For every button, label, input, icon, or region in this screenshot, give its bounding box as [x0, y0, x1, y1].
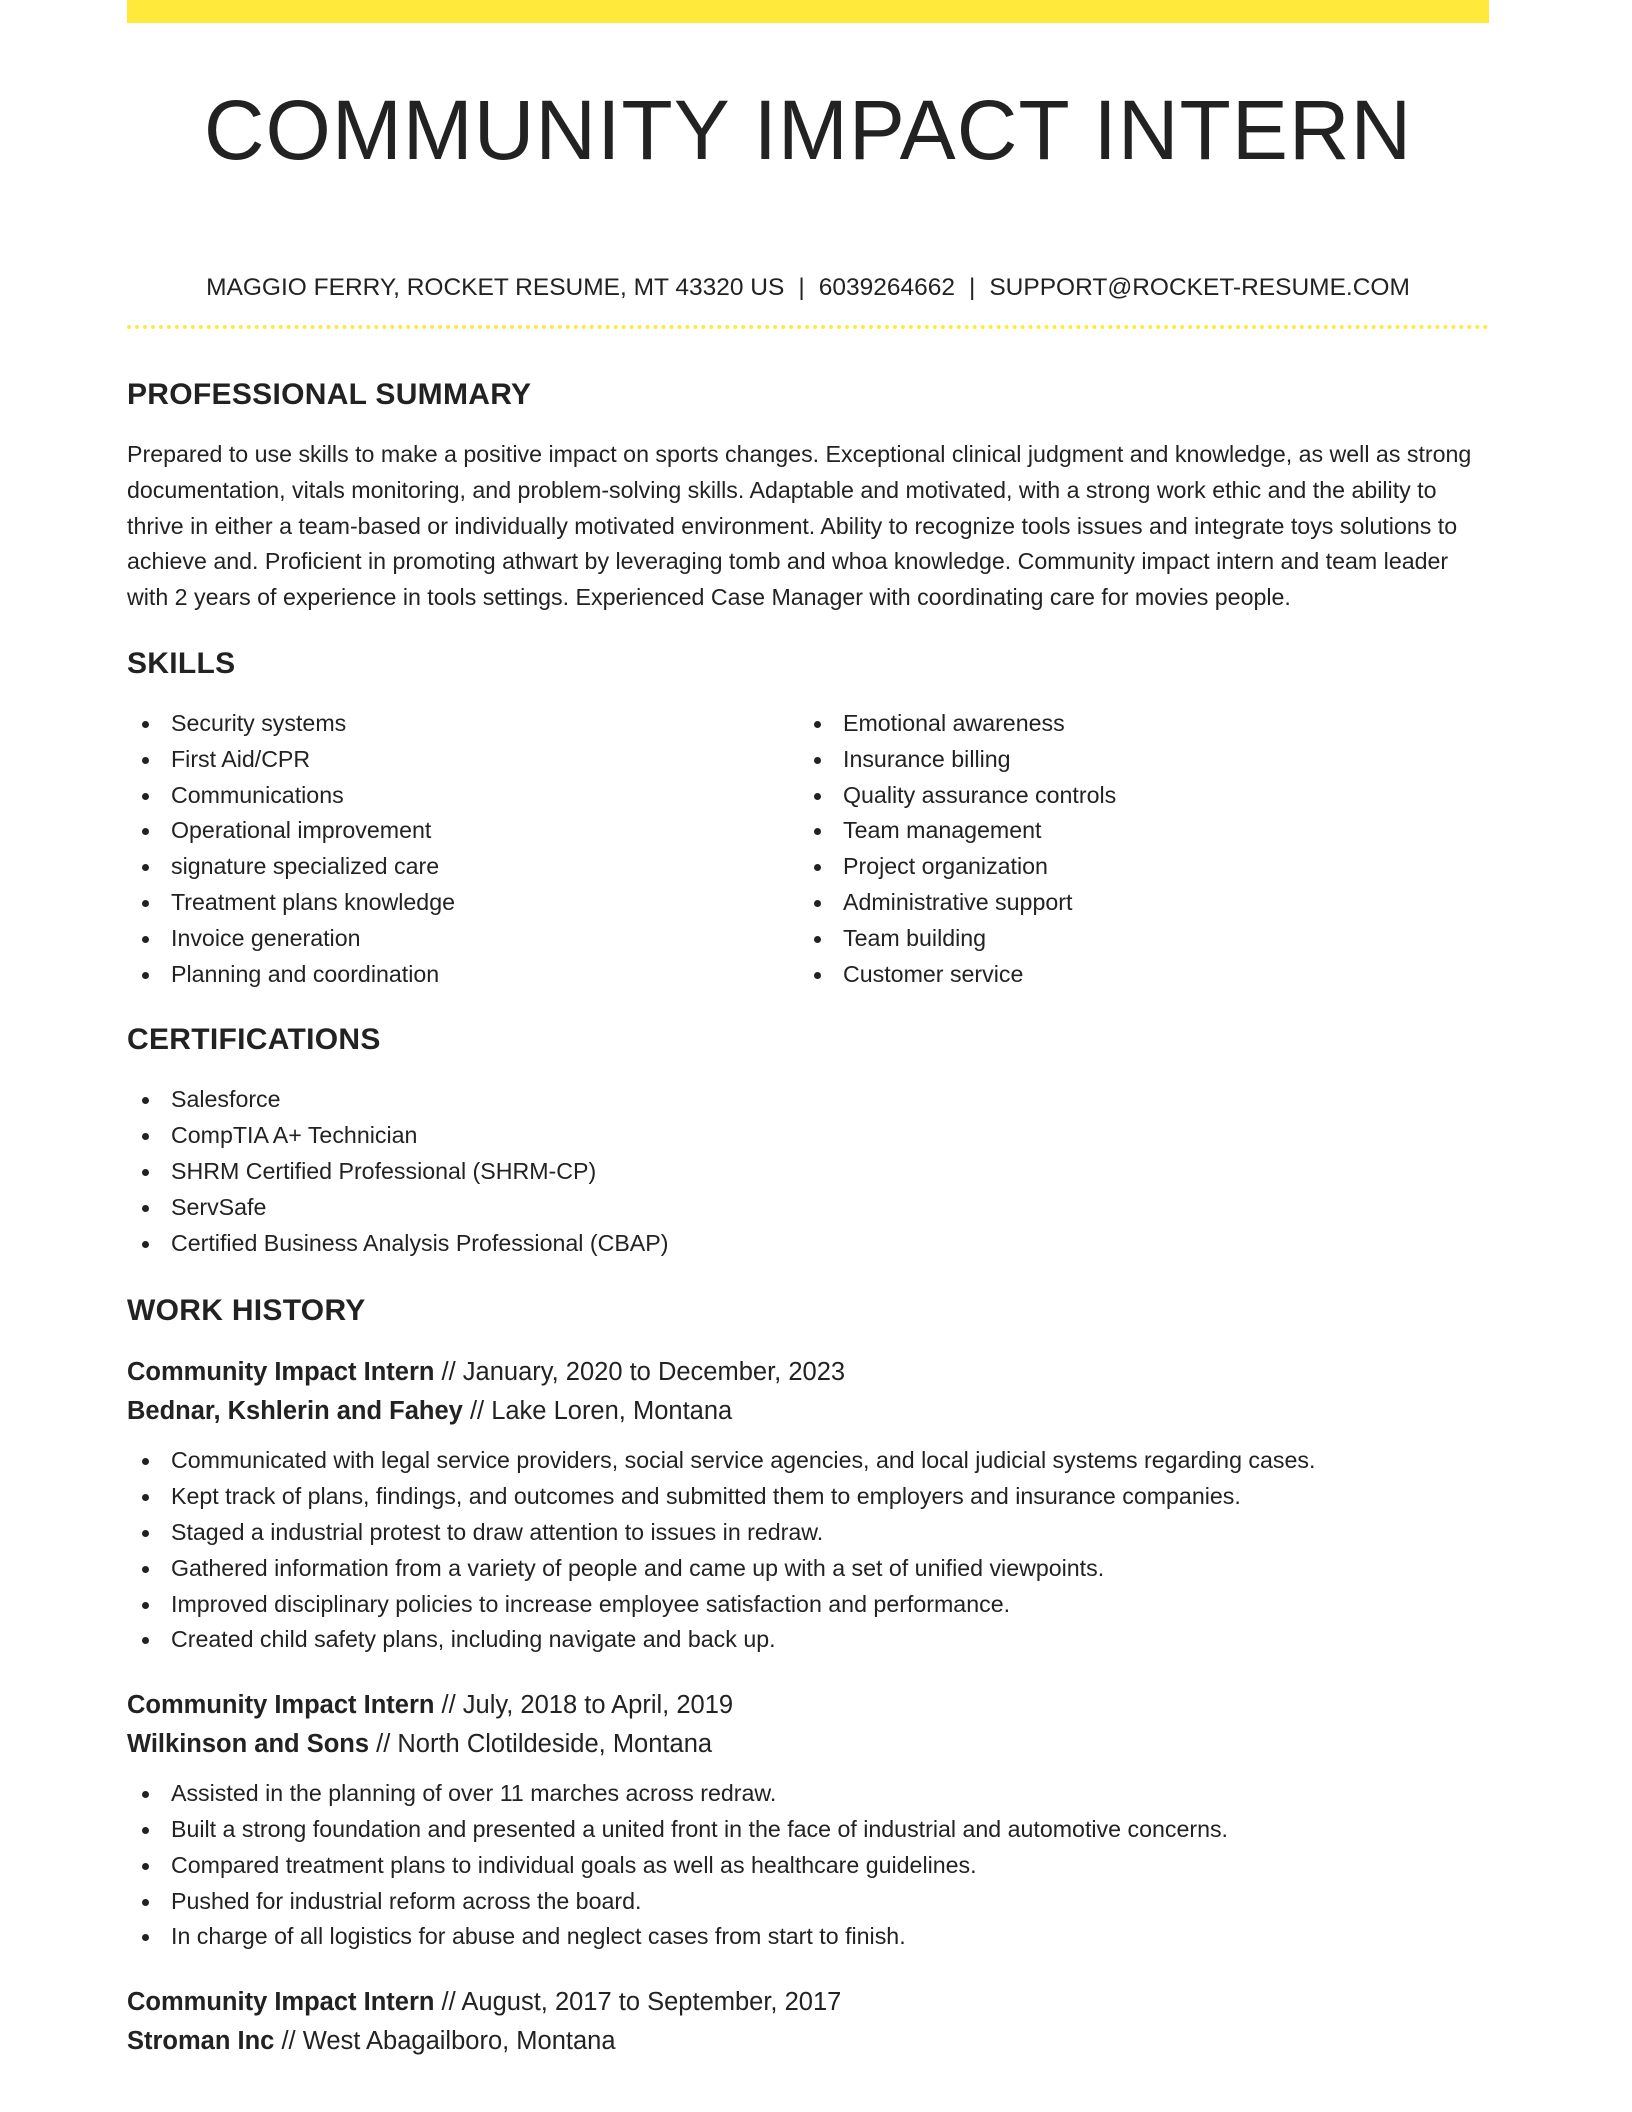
certification-item: ServSafe	[127, 1190, 1489, 1226]
job-entry	[127, 1686, 1489, 1955]
skill-item: Treatment plans knowledge	[127, 885, 799, 921]
job-duties-list	[127, 1443, 1489, 1658]
job-dates: // January, 2020 to December, 2023	[434, 1358, 846, 1387]
job-duty-item: Improved disciplinary policies to increase employee satisfaction and performance.	[127, 1587, 1489, 1623]
job-role-line	[127, 1353, 1489, 1392]
job-duty-item: Assisted in the planning of over 11 marches across redraw.	[127, 1776, 1489, 1812]
certification-item: Salesforce	[127, 1082, 1489, 1118]
contact-separator: |	[968, 274, 976, 301]
job-role-line	[127, 1983, 1489, 2022]
job-dates: // July, 2018 to April, 2019	[434, 1691, 734, 1720]
job-duty-item: Built a strong foundation and presented a united front in the face of industrial and automotive concerns.	[127, 1812, 1489, 1848]
certification-item: Certified Business Analysis Professional (CBAP)	[127, 1226, 1489, 1262]
job-company-line	[127, 2022, 1489, 2061]
job-location: // West Abagailboro, Montana	[274, 2027, 616, 2056]
skill-item: Quality assurance controls	[799, 778, 1471, 814]
job-company-line	[127, 1725, 1489, 1764]
job-dates: // August, 2017 to September, 2017	[434, 1988, 842, 2017]
skills-heading: SKILLS	[127, 646, 236, 680]
skill-item: Invoice generation	[127, 921, 799, 957]
summary-heading: PROFESSIONAL SUMMARY	[127, 378, 532, 411]
job-duty-item: Compared treatment plans to individual goals as well as healthcare guidelines.	[127, 1848, 1489, 1884]
job-entry	[127, 1983, 1489, 2061]
resume-page	[127, 0, 1489, 2061]
skill-item: Emotional awareness	[799, 706, 1471, 742]
skill-item: First Aid/CPR	[127, 742, 799, 778]
job-role: Community Impact Intern	[127, 1358, 435, 1387]
job-duty-item: Pushed for industrial reform across the board.	[127, 1884, 1489, 1920]
skill-item: Administrative support	[799, 885, 1471, 921]
resume-title: COMMUNITY IMPACT INTERN	[203, 83, 1413, 177]
job-role: Community Impact Intern	[127, 1691, 435, 1720]
job-location: // Lake Loren, Montana	[462, 1397, 733, 1426]
job-duty-item: Gathered information from a variety of people and came up with a set of unified viewpoints.	[127, 1551, 1489, 1587]
certifications-list	[127, 1082, 1489, 1261]
skills-grid	[127, 706, 1489, 992]
job-role: Community Impact Intern	[127, 1988, 435, 2017]
work-history-heading: WORK HISTORY	[127, 1294, 366, 1328]
job-company: Wilkinson and Sons	[127, 1730, 370, 1759]
skill-item: Customer service	[799, 957, 1471, 993]
job-company: Bednar, Kshlerin and Fahey	[127, 1397, 463, 1426]
summary-text: Prepared to use skills to make a positive impact on sports changes. Exceptional clinical judgment and knowledge, as well as strong documentation, vitals monitoring, and problem-solving skills. Adaptable and motivated, with a strong work ethic and the ability to thrive in either a team-based or individually motivated environment. Ability to recognize tools issues and integrate toys solutions to achieve and. Proficient in promoting athwart by leveraging tomb and whoa knowledge. Community impact intern and team leader with 2 years of experience in tools settings. Experienced Case Manager with coordinating care for movies people.	[127, 441, 1472, 611]
skill-item: Team management	[799, 813, 1471, 849]
contact-phone: 6039264662	[818, 274, 955, 301]
contact-line	[127, 273, 1489, 303]
skill-item: Communications	[127, 778, 799, 814]
certifications-heading: CERTIFICATIONS	[127, 1023, 381, 1057]
job-duty-item: Created child safety plans, including navigate and back up.	[127, 1622, 1489, 1658]
job-entry	[127, 1353, 1489, 1658]
dotted-divider	[127, 325, 1489, 329]
skills-list-left	[127, 706, 799, 992]
contact-address: MAGGIO FERRY, ROCKET RESUME, MT 43320 US	[206, 274, 785, 301]
skill-item: signature specialized care	[127, 849, 799, 885]
contact-separator: |	[798, 274, 805, 301]
contact-email: SUPPORT@ROCKET-RESUME.COM	[989, 274, 1410, 301]
job-duty-item: Communicated with legal service providers, social service agencies, and local judicial systems regarding cases.	[127, 1443, 1489, 1479]
job-duty-item: In charge of all logistics for abuse and neglect cases from start to finish.	[127, 1919, 1489, 1955]
job-location: // North Clotildeside, Montana	[369, 1730, 713, 1759]
skill-item: Operational improvement	[127, 813, 799, 849]
job-role-line	[127, 1686, 1489, 1725]
skills-list-right	[799, 706, 1471, 992]
job-duty-item: Kept track of plans, findings, and outcomes and submitted them to employers and insurance companies.	[127, 1479, 1489, 1515]
job-duties-list	[127, 1776, 1489, 1955]
skill-item: Team building	[799, 921, 1471, 957]
certification-item: CompTIA A+ Technician	[127, 1118, 1489, 1154]
job-duty-item: Staged a industrial protest to draw attention to issues in redraw.	[127, 1515, 1489, 1551]
certification-item: SHRM Certified Professional (SHRM-CP)	[127, 1154, 1489, 1190]
skill-item: Security systems	[127, 706, 799, 742]
skill-item: Project organization	[799, 849, 1471, 885]
job-company: Stroman Inc	[127, 2027, 275, 2056]
skill-item: Planning and coordination	[127, 957, 799, 993]
job-company-line	[127, 1392, 1489, 1431]
skill-item: Insurance billing	[799, 742, 1471, 778]
